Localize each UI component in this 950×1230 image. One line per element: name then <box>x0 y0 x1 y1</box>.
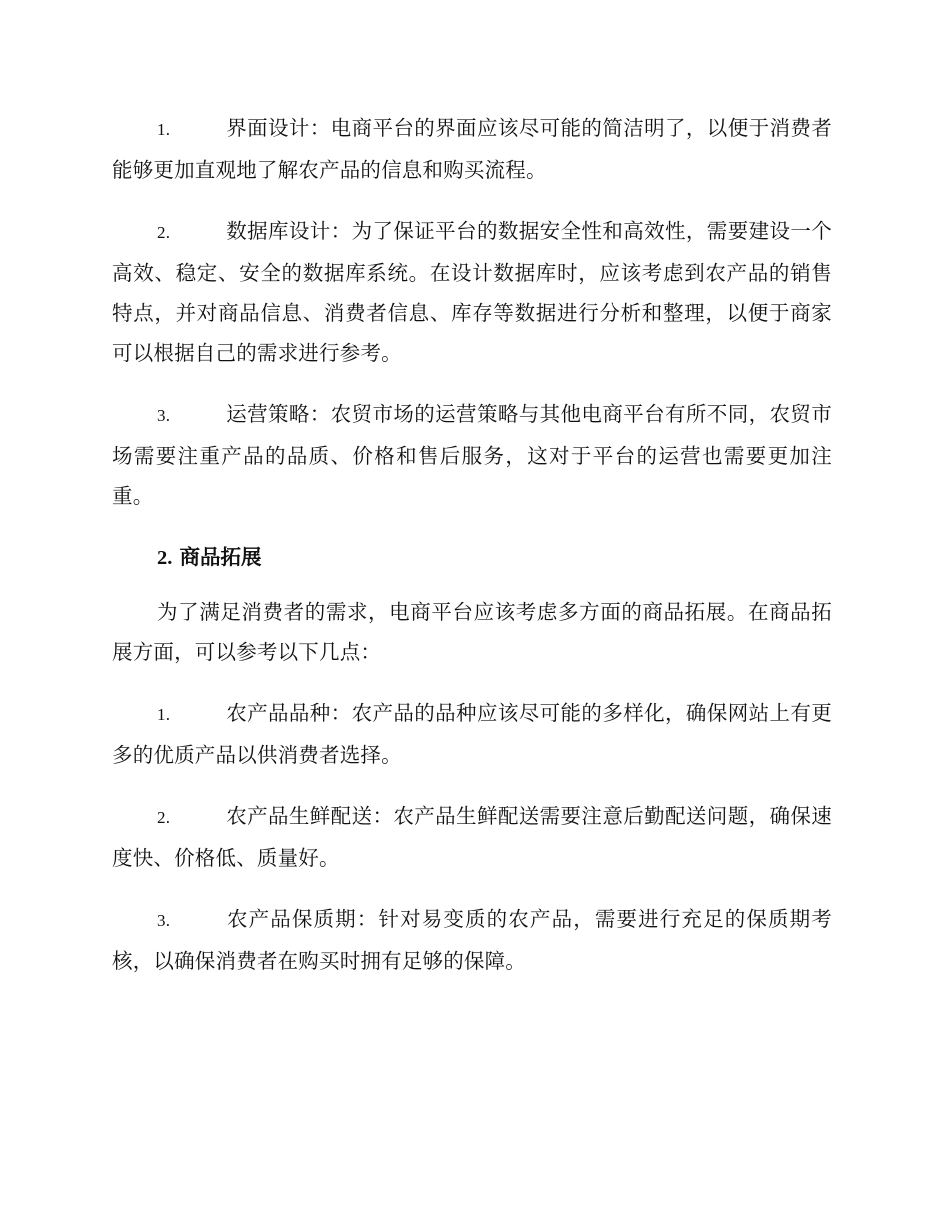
list-item-text: 数据库设计：为了保证平台的数据安全性和高效性，需要建设一个高效、稳定、安全的数据库系统。在设计数据库时，应该考虑到农产品的销售特点，并对商品信息、消费者信息、库存等数据进行分析和整理，以便于商家可以根据自己的需求进行参考。 <box>112 219 832 365</box>
list-item <box>112 899 832 981</box>
section-title: 商品拓展 <box>179 545 262 569</box>
list-item-number: 3. <box>157 911 171 930</box>
section-intro: 为了满足消费者的需求，电商平台应该考虑多方面的商品拓展。在商品拓展方面，可以参考以下几点： <box>112 600 832 664</box>
list-item <box>112 796 832 878</box>
list-item-number: 1. <box>157 705 171 724</box>
list-item-text: 运营策略：农贸市场的运营策略与其他电商平台有所不同，农贸市场需要注重产品的品质、价格和售后服务，这对于平台的运营也需要更加注重。 <box>112 402 832 508</box>
list-item <box>112 211 832 373</box>
list-item-text: 农产品保质期：针对易变质的农产品，需要进行充足的保质期考核，以确保消费者在购买时拥有足够的保障。 <box>112 907 832 973</box>
list-item <box>112 693 832 775</box>
list-item <box>112 394 832 516</box>
document-body <box>112 108 832 1002</box>
list-item-number: 2. <box>157 808 171 827</box>
list-item-text: 农产品品种：农产品的品种应该尽可能的多样化，确保网站上有更多的优质产品以供消费者选择。 <box>112 701 832 767</box>
section-number: 2. <box>157 547 173 569</box>
list-item-number: 1. <box>157 120 171 139</box>
list-item-number: 2. <box>157 223 171 242</box>
list-item-text: 农产品生鲜配送：农产品生鲜配送需要注意后勤配送问题，确保速度快、价格低、质量好。 <box>112 804 832 870</box>
section-heading <box>112 537 832 578</box>
list-item-text: 界面设计：电商平台的界面应该尽可能的简洁明了，以便于消费者能够更加直观地了解农产品的信息和购买流程。 <box>112 116 832 182</box>
list-item-number: 3. <box>157 406 171 425</box>
list-item <box>112 108 832 190</box>
